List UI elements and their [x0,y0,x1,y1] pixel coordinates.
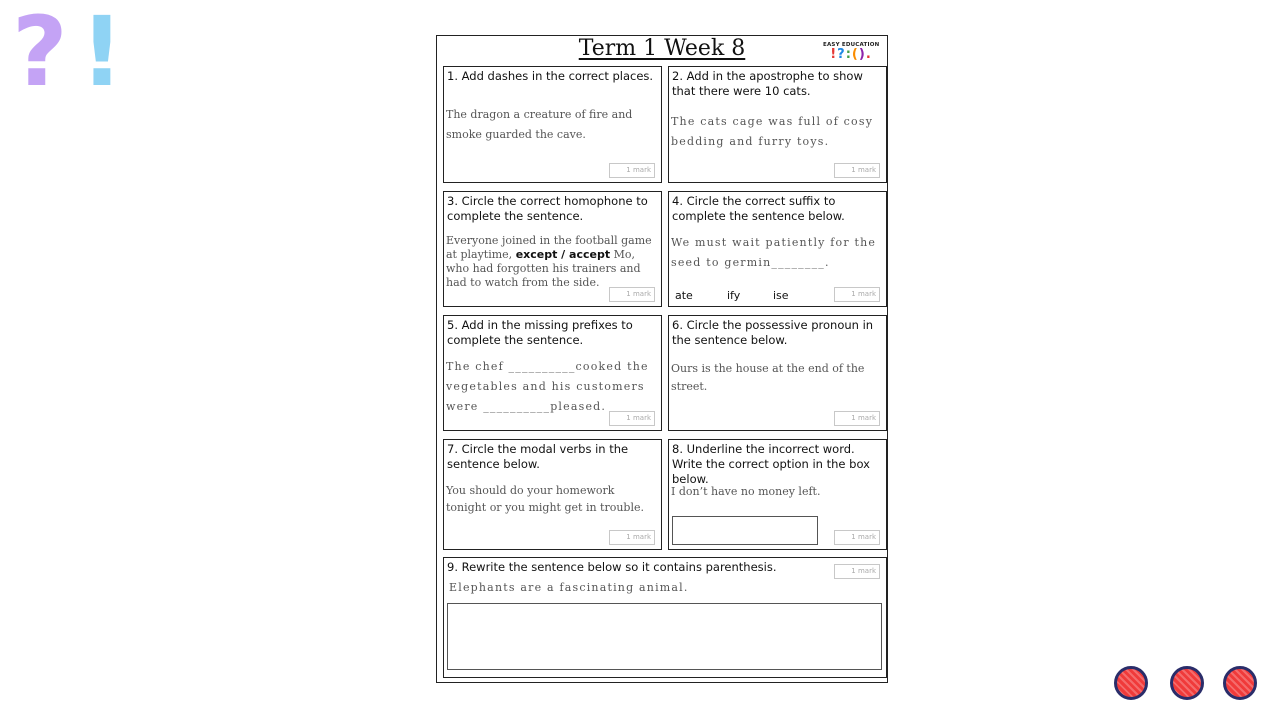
question-7-prompt: 7. Circle the modal verbs in the sentence below. [447,442,629,471]
question-6-text: Ours is the house at the end of the street. [671,362,865,393]
question-mark-decoration: ? [12,0,68,108]
question-7-box [443,439,662,550]
question-8-mark: 1 mark [834,530,880,545]
question-8-text: I don’t have no money left. [671,485,821,498]
question-9-text: Elephants are a fascinating animal. [449,581,689,594]
question-2-prompt: 2. Add in the apostrophe to show that there were 10 cats. [672,69,863,98]
question-3-prompt: 3. Circle the correct homophone to complete the sentence. [447,194,648,223]
worksheet-title: Term 1 Week 8 [578,36,746,61]
question-6-mark: 1 mark [834,411,880,426]
brand-name: EASY EDUCATION [823,42,880,48]
question-9-mark: 1 mark [834,564,880,579]
question-5-text: The chef __________cooked the vegetables and his customers were __________pleased. [446,360,649,413]
worksheet [436,35,888,683]
brand-glyphs: !?:(). [830,47,872,62]
question-5-prompt: 5. Add in the missing prefixes to complete the sentence. [447,318,633,347]
question-5-mark: 1 mark [609,411,655,426]
question-4-text: We must wait patiently for the seed to germin________. [671,236,877,269]
question-8-answer-box[interactable] [672,516,818,545]
suffix-option-ise[interactable]: ise [773,289,789,302]
question-7-mark: 1 mark [609,530,655,545]
red-scribble-circle-2[interactable] [1170,666,1204,700]
suffix-option-ify[interactable]: ify [727,289,741,302]
question-3-text: Everyone joined in the football game at playtime, except / accept Mo, who had forgotten his trainers and had to watch from the side. [446,234,652,289]
question-1-mark: 1 mark [609,163,655,178]
question-1-box [443,66,662,183]
red-scribble-circle-1[interactable] [1114,666,1148,700]
suffix-option-ate[interactable]: ate [675,289,693,302]
exclamation-mark-decoration: ! [80,0,124,108]
question-9-box [443,557,887,678]
question-6-box [668,315,887,431]
question-4-box [668,191,887,307]
question-8-box [668,439,887,550]
question-7-text: You should do your homework tonight or you might get in trouble. [446,484,644,514]
question-2-box [668,66,887,183]
question-3-box [443,191,662,307]
question-4-mark: 1 mark [834,287,880,302]
question-1-prompt: 1. Add dashes in the correct places. [447,69,654,83]
question-2-text: The cats cage was full of cosy bedding and furry toys. [671,115,874,148]
question-1-text: The dragon a creature of fire and smoke guarded the cave. [446,108,633,141]
question-3-mark: 1 mark [609,287,655,302]
question-4-prompt: 4. Circle the correct suffix to complete the sentence below. [672,194,845,223]
question-6-prompt: 6. Circle the possessive pronoun in the sentence below. [672,318,874,347]
question-8-prompt: 8. Underline the incorrect word. Write the correct option in the box below. [672,442,870,486]
question-9-answer-box[interactable] [447,603,882,670]
question-5-box [443,315,662,431]
red-scribble-circle-3[interactable] [1223,666,1257,700]
question-9-prompt: 9. Rewrite the sentence below so it contains parenthesis. [447,560,777,574]
question-2-mark: 1 mark [834,163,880,178]
brand-logo [823,42,879,61]
homophone-options[interactable]: except / accept [515,248,611,261]
